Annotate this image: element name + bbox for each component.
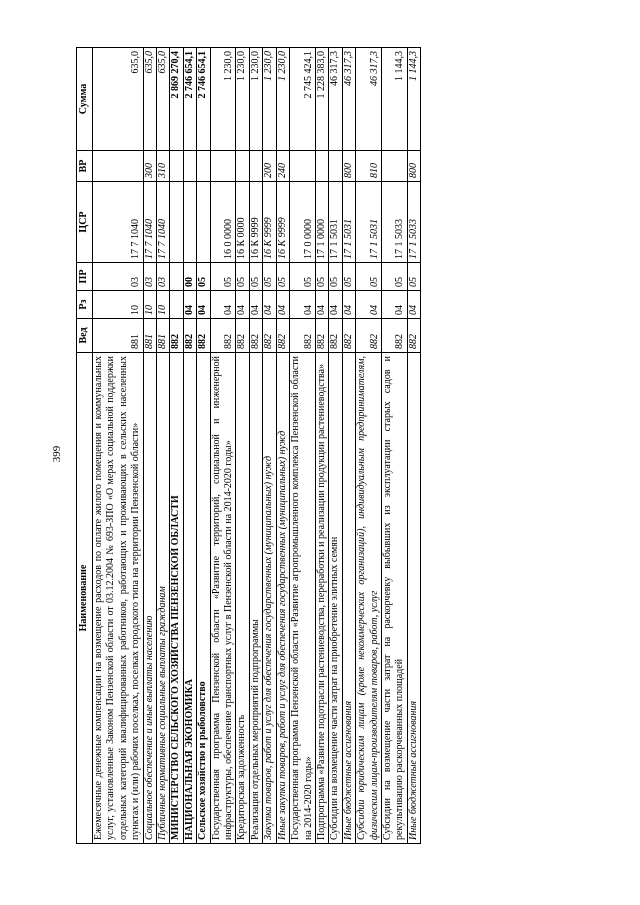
table-header-row: [77, 48, 93, 844]
cell-sum: 1 230,0: [263, 48, 276, 151]
cell-vr: 200: [263, 151, 276, 182]
budget-table: [76, 47, 421, 844]
cell-vr: [329, 151, 342, 182]
header-ved: Вед: [77, 319, 93, 353]
cell-sum: 2 869 270,4: [170, 48, 183, 151]
header-name: Наименование: [77, 353, 93, 844]
table-row: [197, 48, 210, 844]
cell-sum: 2 745 424,1: [290, 48, 316, 151]
cell-name: Иные бюджетные ассигнования: [342, 353, 355, 844]
cell-pr: 05: [197, 263, 210, 291]
cell-pr: 05: [249, 263, 262, 291]
cell-vr: [381, 151, 407, 182]
header-csr: ЦСР: [77, 182, 93, 263]
cell-name: Социальное обеспечение и иные выплаты населению: [143, 353, 156, 844]
cell-vr: 240: [276, 151, 289, 182]
cell-name: Закупка товаров, работ и услуг для обеспечения государственных (муниципальных) нужд: [263, 353, 276, 844]
cell-ved: 882: [197, 319, 210, 353]
cell-vr: 800: [342, 151, 355, 182]
cell-pr: 05: [356, 263, 382, 291]
cell-ved: 882: [342, 319, 355, 353]
cell-vr: [315, 151, 328, 182]
cell-pr: 05: [329, 263, 342, 291]
cell-rz: 04: [197, 291, 210, 319]
cell-vr: [236, 151, 249, 182]
table-row: [356, 48, 382, 844]
cell-sum: 1 230,0: [236, 48, 249, 151]
cell-csr: 17 1 5031: [356, 182, 382, 263]
cell-csr: [197, 182, 210, 263]
cell-name: Реализация отдельных мероприятий подпрограммы: [249, 353, 262, 844]
cell-sum: 1 228 383,0: [315, 48, 328, 151]
cell-name: Субсидии на возмещение части затрат на раскорчевку выбывших из эксплуатации старых садов и рекультивацию раскорчеванных площадей: [381, 353, 407, 844]
cell-vr: [290, 151, 316, 182]
cell-csr: 17 1 5033: [381, 182, 407, 263]
header-pr: ПР: [77, 263, 93, 291]
cell-ved: 882: [290, 319, 316, 353]
cell-ved: 882: [263, 319, 276, 353]
cell-rz: 04: [407, 291, 420, 319]
cell-ved: 882: [329, 319, 342, 353]
cell-ved: 882: [183, 319, 196, 353]
cell-name: Иные закупки товаров, работ и услуг для обеспечения государственных (муниципальных) нужд: [276, 353, 289, 844]
cell-sum: 1 230,0: [210, 48, 236, 151]
cell-rz: 04: [276, 291, 289, 319]
cell-csr: 17 7 1040: [93, 182, 144, 263]
cell-ved: 882: [315, 319, 328, 353]
cell-rz: 04: [263, 291, 276, 319]
cell-rz: [170, 291, 183, 319]
cell-name: Государственная программа Пензенской области «Развитие агропромышленного комплекса Пензенской области на 2014-2020 годы»: [290, 353, 316, 844]
cell-rz: 10: [143, 291, 156, 319]
cell-name: Субсидии юридическим лицам (кроме некоммерческих организаций), индивидуальным предпринимателям, физическим лицам-производителям товаров, работ, услуг: [356, 353, 382, 844]
cell-pr: [170, 263, 183, 291]
cell-pr: 00: [183, 263, 196, 291]
cell-sum: 2 746 654,1: [183, 48, 196, 151]
cell-rz: 04: [210, 291, 236, 319]
cell-pr: 05: [276, 263, 289, 291]
cell-sum: 1 144,3: [381, 48, 407, 151]
page-number: 399: [51, 445, 63, 463]
cell-name: МИНИСТЕРСТВО СЕЛЬСКОГО ХОЗЯЙСТВА ПЕНЗЕНСКОЙ ОБЛАСТИ: [170, 353, 183, 844]
cell-csr: 17 1 5031: [329, 182, 342, 263]
header-rz: Рз: [77, 291, 93, 319]
cell-rz: 04: [342, 291, 355, 319]
table-row: [381, 48, 407, 844]
cell-name: Субсидии на возмещение части затрат на приобретение элитных семян: [329, 353, 342, 844]
cell-ved: 881: [93, 319, 144, 353]
cell-csr: 17 7 1040: [143, 182, 156, 263]
cell-vr: [93, 151, 144, 182]
table-row: [276, 48, 289, 844]
cell-pr: 03: [157, 263, 170, 291]
cell-name: Государственная программа Пензенской области «Развитие территорий, социальной и инженерной инфраструктуры, обеспечение транспортных услуг в Пензенской области на 2014-2020 годы»: [210, 353, 236, 844]
cell-csr: 17 7 1040: [157, 182, 170, 263]
table-row: [315, 48, 328, 844]
cell-rz: 04: [381, 291, 407, 319]
cell-sum: 1 230,0: [276, 48, 289, 151]
rotated-table-container: [76, 48, 568, 844]
cell-csr: [170, 182, 183, 263]
cell-rz: 04: [183, 291, 196, 319]
cell-name: Ежемесячные денежные компенсации на возмещение расходов по оплате жилого помещения и коммунальных услуг, установленные Законом Пензенской области от 03.12.2004 № 693-ЗПО «О мерах социальной поддержки отдельных категорий квалифицированных работников, работающих и проживающих в сельских населенных пунктах и (или) рабочих поселках, поселках городского типа на территории Пензенской области»: [93, 353, 144, 844]
cell-vr: 300: [143, 151, 156, 182]
table-row: [236, 48, 249, 844]
cell-pr: 05: [315, 263, 328, 291]
cell-csr: 16 К 0000: [236, 182, 249, 263]
cell-vr: [183, 151, 196, 182]
cell-name: Сельское хозяйство и рыболовство: [197, 353, 210, 844]
cell-csr: 17 1 5031: [342, 182, 355, 263]
cell-pr: 05: [407, 263, 420, 291]
table-row: [170, 48, 183, 844]
cell-vr: 810: [356, 151, 382, 182]
cell-csr: 17 1 5033: [407, 182, 420, 263]
cell-sum: 635,0: [93, 48, 144, 151]
cell-name: Иные бюджетные ассигнования: [407, 353, 420, 844]
cell-ved: 882: [210, 319, 236, 353]
table-row: [329, 48, 342, 844]
cell-pr: 03: [93, 263, 144, 291]
cell-sum: 1 144,3: [407, 48, 420, 151]
cell-rz: 10: [157, 291, 170, 319]
table-row: [143, 48, 156, 844]
header-vr: ВР: [77, 151, 93, 182]
cell-vr: [249, 151, 262, 182]
cell-sum: 46 317,3: [329, 48, 342, 151]
cell-rz: 04: [290, 291, 316, 319]
cell-csr: 16 К 9999: [249, 182, 262, 263]
table-row: [249, 48, 262, 844]
cell-csr: 16 К 9999: [263, 182, 276, 263]
table-row: [183, 48, 196, 844]
table-row: [210, 48, 236, 844]
cell-csr: 17 0 0000: [290, 182, 316, 263]
cell-vr: 800: [407, 151, 420, 182]
cell-csr: [183, 182, 196, 263]
cell-ved: 882: [356, 319, 382, 353]
cell-csr: 16 К 9999: [276, 182, 289, 263]
cell-ved: 882: [407, 319, 420, 353]
header-sum: Сумма: [77, 48, 93, 151]
cell-ved: 882: [236, 319, 249, 353]
cell-ved: 881: [157, 319, 170, 353]
table-row: [290, 48, 316, 844]
cell-ved: 881: [143, 319, 156, 353]
cell-rz: 10: [93, 291, 144, 319]
cell-csr: 17 1 0000: [315, 182, 328, 263]
cell-name: Кредиторская задолженность: [236, 353, 249, 844]
cell-vr: [210, 151, 236, 182]
table-row: [407, 48, 420, 844]
cell-vr: [170, 151, 183, 182]
cell-name: Публичные нормативные социальные выплаты гражданам: [157, 353, 170, 844]
cell-sum: 46 317,3: [356, 48, 382, 151]
cell-pr: 05: [210, 263, 236, 291]
cell-pr: 05: [290, 263, 316, 291]
cell-sum: 2 746 654,1: [197, 48, 210, 151]
table-row: [342, 48, 355, 844]
cell-vr: [197, 151, 210, 182]
table-row: [263, 48, 276, 844]
cell-ved: 882: [381, 319, 407, 353]
cell-pr: 05: [381, 263, 407, 291]
cell-rz: 04: [236, 291, 249, 319]
cell-sum: 46 317,3: [342, 48, 355, 151]
cell-sum: 635,0: [157, 48, 170, 151]
cell-ved: 882: [276, 319, 289, 353]
cell-name: Подпрограмма «Развитие подотрасли растениеводства, переработки и реализации продукции растениеводства»: [315, 353, 328, 844]
cell-rz: 04: [315, 291, 328, 319]
cell-pr: 03: [143, 263, 156, 291]
cell-pr: 05: [263, 263, 276, 291]
cell-sum: 635,0: [143, 48, 156, 151]
cell-ved: 882: [249, 319, 262, 353]
cell-pr: 05: [236, 263, 249, 291]
table-body: [93, 48, 421, 844]
cell-name: НАЦИОНАЛЬНАЯ ЭКОНОМИКА: [183, 353, 196, 844]
cell-ved: 882: [170, 319, 183, 353]
cell-rz: 04: [356, 291, 382, 319]
table-row: [93, 48, 144, 844]
cell-rz: 04: [249, 291, 262, 319]
cell-pr: 05: [342, 263, 355, 291]
cell-sum: 1 230,0: [249, 48, 262, 151]
cell-csr: 16 0 0000: [210, 182, 236, 263]
cell-rz: 04: [329, 291, 342, 319]
table-row: [157, 48, 170, 844]
cell-vr: 310: [157, 151, 170, 182]
